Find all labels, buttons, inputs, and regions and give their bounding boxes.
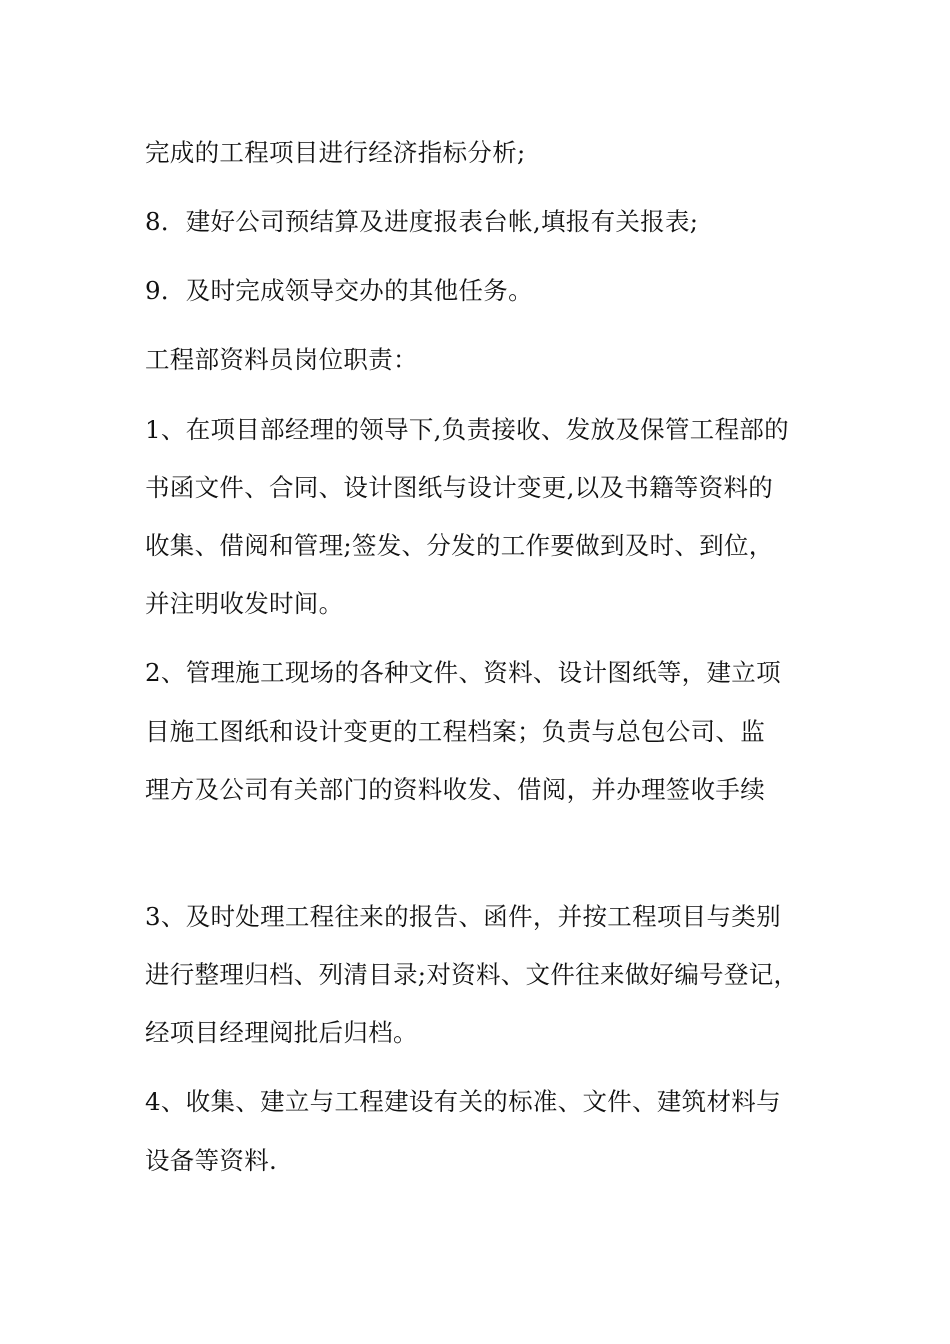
text-line-13: 进行整理归档、列清目录;对资料、文件往来做好编号登记，: [145, 960, 799, 989]
text-line-10: 目施工图纸和设计变更的工程档案；负责与总包公司、监: [145, 717, 765, 746]
section-heading: 工程部资料员岗位职责：: [145, 345, 418, 374]
text-line-16: 设备等资料.: [145, 1146, 278, 1175]
text-line-9: 2、管理施工现场的各种文件、资料、设计图纸等，建立项: [145, 658, 781, 687]
text-line-14: 经项目经理阅批后归档。: [145, 1018, 418, 1047]
text-line-7: 收集、借阅和管理;签发、分发的工作要做到及时、到位，: [145, 531, 774, 560]
text-line-3: 9．及时完成领导交办的其他任务。: [145, 276, 533, 305]
text-line-1: 完成的工程项目进行经济指标分析;: [145, 138, 526, 167]
text-line-5: 1、在项目部经理的领导下,负责接收、发放及保管工程部的: [145, 415, 789, 444]
text-line-11: 理方及公司有关部门的资料收发、借阅，并办理签收手续: [145, 775, 765, 804]
text-line-6: 书函文件、合同、设计图纸与设计变更,以及书籍等资料的: [145, 473, 774, 502]
text-line-12: 3、及时处理工程往来的报告、函件，并按工程项目与类别: [145, 902, 781, 931]
text-line-15: 4、收集、建立与工程建设有关的标准、文件、建筑材料与: [145, 1087, 781, 1116]
text-line-8: 并注明收发时间。: [145, 589, 344, 618]
text-line-2: 8．建好公司预结算及进度报表台帐,填报有关报表;: [145, 207, 699, 236]
